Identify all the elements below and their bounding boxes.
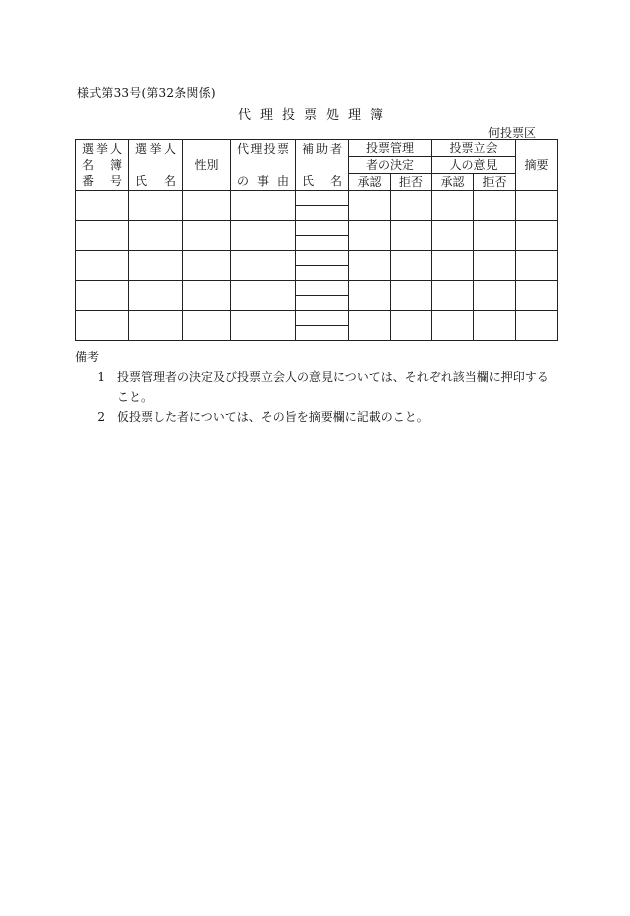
note-item [75, 407, 559, 427]
cell-assistant-1[interactable] [296, 191, 349, 206]
table-row [76, 251, 558, 266]
cell-assistant-2[interactable] [296, 206, 349, 221]
cell-witness-approve[interactable] [432, 311, 474, 341]
table-row [76, 281, 558, 296]
cell-witness-reject[interactable] [474, 251, 516, 281]
note-item [75, 367, 559, 407]
cell-gender[interactable] [183, 281, 231, 311]
cell-witness-approve[interactable] [432, 221, 474, 251]
header-witness-approve: 承認 [432, 174, 474, 191]
cell-manager-approve[interactable] [349, 311, 391, 341]
document-title: 代理投票処理簿 [237, 108, 392, 123]
cell-summary[interactable] [516, 221, 558, 251]
cell-witness-approve[interactable] [432, 191, 474, 221]
cell-assistant-1[interactable] [296, 311, 349, 326]
header-witness-reject: 拒否 [474, 174, 516, 191]
table-row [76, 311, 558, 326]
form-label: 様式第33号(第32条関係) [77, 86, 216, 100]
cell-witness-reject[interactable] [474, 191, 516, 221]
cell-gender[interactable] [183, 191, 231, 221]
note-text: 仮投票した者については、その旨を摘要欄に記載のこと。 [117, 410, 429, 424]
cell-manager-reject[interactable] [391, 221, 432, 251]
table-row [76, 191, 558, 206]
district-label: 何投票区 [488, 126, 537, 140]
proxy-voting-table [75, 139, 558, 341]
cell-witness-reject[interactable] [474, 311, 516, 341]
notes-section [75, 347, 559, 427]
cell-assistant-1[interactable] [296, 251, 349, 266]
cell-voter-name[interactable] [129, 221, 183, 251]
header-voter-name: 選挙人 氏 名 [129, 140, 183, 191]
cell-summary[interactable] [516, 251, 558, 281]
table-row [76, 221, 558, 236]
cell-voter-name[interactable] [129, 251, 183, 281]
header-manager-approve: 承認 [349, 174, 391, 191]
cell-summary[interactable] [516, 281, 558, 311]
cell-summary[interactable] [516, 311, 558, 341]
cell-assistant-1[interactable] [296, 221, 349, 236]
header-witness-opinion-line2: 人の意見 [432, 157, 516, 174]
cell-voter-name[interactable] [129, 311, 183, 341]
cell-manager-approve[interactable] [349, 191, 391, 221]
header-gender: 性別 [183, 140, 231, 191]
header-summary: 摘要 [516, 140, 558, 191]
cell-manager-approve[interactable] [349, 281, 391, 311]
cell-proxy-reason[interactable] [231, 281, 296, 311]
header-assistant-name: 補助者 氏 名 [296, 140, 349, 191]
cell-proxy-reason[interactable] [231, 191, 296, 221]
cell-assistant-2[interactable] [296, 296, 349, 311]
cell-witness-reject[interactable] [474, 221, 516, 251]
cell-voter-number[interactable] [76, 311, 129, 341]
cell-proxy-reason[interactable] [231, 221, 296, 251]
note-text: 投票管理者の決定及び投票立会人の意見については、それぞれ該当欄に押印すること。 [117, 370, 549, 404]
header-witness-opinion: 投票立会 [432, 140, 516, 157]
cell-manager-approve[interactable] [349, 251, 391, 281]
cell-summary[interactable] [516, 191, 558, 221]
cell-witness-approve[interactable] [432, 251, 474, 281]
header-manager-decision-line2: 者の決定 [349, 157, 432, 174]
cell-voter-name[interactable] [129, 191, 183, 221]
header-proxy-reason: 代理投票 の事由 [231, 140, 296, 191]
cell-voter-number[interactable] [76, 191, 129, 221]
cell-voter-number[interactable] [76, 281, 129, 311]
cell-voter-number[interactable] [76, 221, 129, 251]
cell-manager-reject[interactable] [391, 251, 432, 281]
header-voter-number: 選挙人 名 簿 番 号 [76, 140, 129, 191]
cell-proxy-reason[interactable] [231, 251, 296, 281]
cell-gender[interactable] [183, 251, 231, 281]
cell-witness-reject[interactable] [474, 281, 516, 311]
cell-assistant-2[interactable] [296, 326, 349, 341]
cell-gender[interactable] [183, 311, 231, 341]
cell-witness-approve[interactable] [432, 281, 474, 311]
note-number: 1 [97, 370, 105, 384]
cell-assistant-2[interactable] [296, 266, 349, 281]
header-manager-reject: 拒否 [391, 174, 432, 191]
cell-assistant-1[interactable] [296, 281, 349, 296]
cell-proxy-reason[interactable] [231, 311, 296, 341]
cell-manager-reject[interactable] [391, 311, 432, 341]
cell-manager-reject[interactable] [391, 191, 432, 221]
cell-manager-approve[interactable] [349, 221, 391, 251]
note-number: 2 [97, 410, 105, 424]
cell-voter-name[interactable] [129, 281, 183, 311]
cell-manager-reject[interactable] [391, 281, 432, 311]
cell-gender[interactable] [183, 221, 231, 251]
header-manager-decision: 投票管理 [349, 140, 432, 157]
cell-assistant-2[interactable] [296, 236, 349, 251]
notes-title: 備考 [75, 350, 100, 364]
cell-voter-number[interactable] [76, 251, 129, 281]
